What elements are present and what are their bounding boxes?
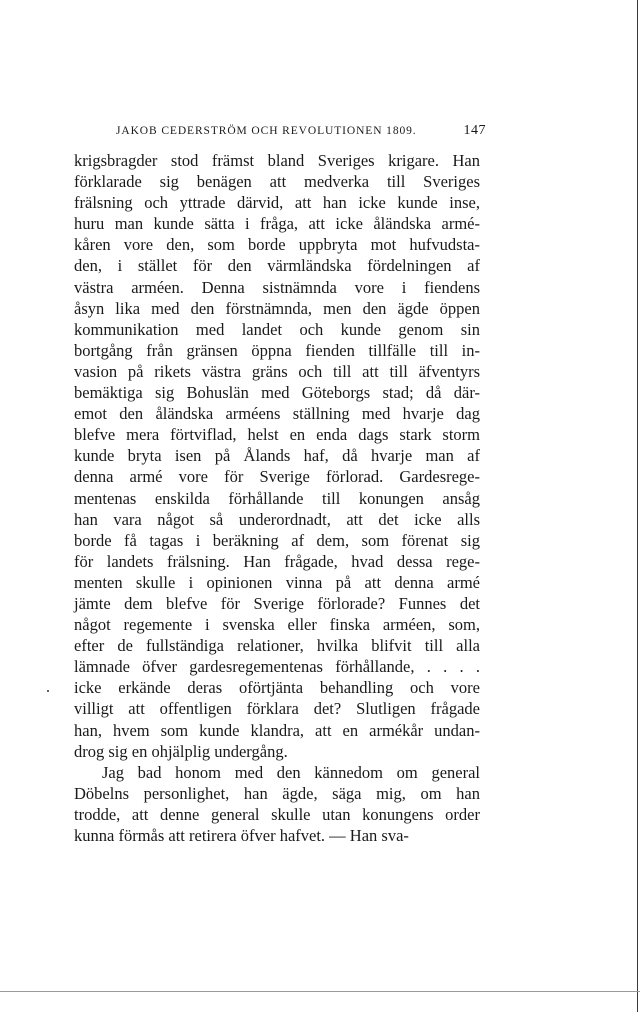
text-line: trodde, att denne general skulle utan konungens order [74,804,480,824]
text-line: icke erkände deras oförtjänta behandling och vore [74,678,480,698]
text-line: Jag bad honom med den kännedom om general [102,762,480,782]
page-number: 147 [463,123,486,138]
text-line: jämte dem blefve för Sverige förlorade? Funnes det [74,593,480,613]
text-line: han, hvem som kunde klandra, att en armékår undan- [74,720,480,740]
text-line: villigt att offentligen förklara det? Slutligen frågade [74,699,480,719]
text-line: lämnade öfver gardesregementenas förhållande, . . . . [74,657,480,677]
text-line: för landets frälsning. Han frågade, hvad dessa rege- [74,551,480,571]
text-line: emot den åländska arméens ställning med hvarje dag [74,404,480,424]
text-line: förklarade sig benägen att medverka till Sveriges [74,172,480,192]
text-line: frälsning och yttrade därvid, att han icke kunde inse, [74,193,480,213]
text-line: efter de fullständiga relationer, hvilka blifvit till alla [74,636,480,656]
text-line: den, i stället för den värmländska fördelningen af [74,256,480,276]
text-line: krigsbragder stod främst bland Sveriges krigare. Han [74,151,480,170]
text-line: menten skulle i opinionen vinna på att denna armé [74,572,480,592]
text-line: kommunikation med landet och kunde genom sin [74,319,480,339]
text-line: denna armé vore för Sverige förlorad. Gardesrege- [74,467,480,487]
text-line: bemäktiga sig Bohuslän med Göteborgs stad; då där- [74,383,480,403]
body-text [74,150,480,846]
text-line: drog sig en ohjälplig undergång. [74,741,288,761]
text-line: västra arméen. Denna sistnämnda vore i fiendens [74,277,480,297]
text-line: borde få tagas i beräkning af dem, som förenat sig [74,530,480,550]
text-line: åsyn lika med den förstnämnda, men den ägde öppen [74,298,480,318]
text-line: blefve mera förtviflad, helst en enda dags stark storm [74,425,480,445]
text-line: Döbelns personlighet, han ägde, säga mig, om han [74,783,480,803]
text-line: något regemente i svenska eller finska arméen, som, [74,615,480,635]
running-head-title: JAKOB CEDERSTRÖM OCH REVOLUTIONEN 1809. [116,125,417,137]
text-line: bortgång från gränsen öppna fienden tillfälle till in- [74,340,480,360]
text-line: kunna förmås att retirera öfver hafvet. — Han sva- [74,826,409,845]
text-line: kunde bryta isen på Ålands haf, då hvarje man af [74,446,480,466]
text-line: mentenas enskilda förhållande till konungen ansåg [74,488,480,508]
text-line: han vara något så underordnadt, att det icke alls [74,509,480,529]
text-line: kåren vore den, som borde uppbryta mot hufvudsta- [74,235,480,255]
text-line: vasion på rikets västra gräns och till att till äfventyrs [74,361,480,381]
text-line: huru man kunde sätta i fråga, att icke åländska armé- [74,214,480,234]
running-head [116,121,486,141]
